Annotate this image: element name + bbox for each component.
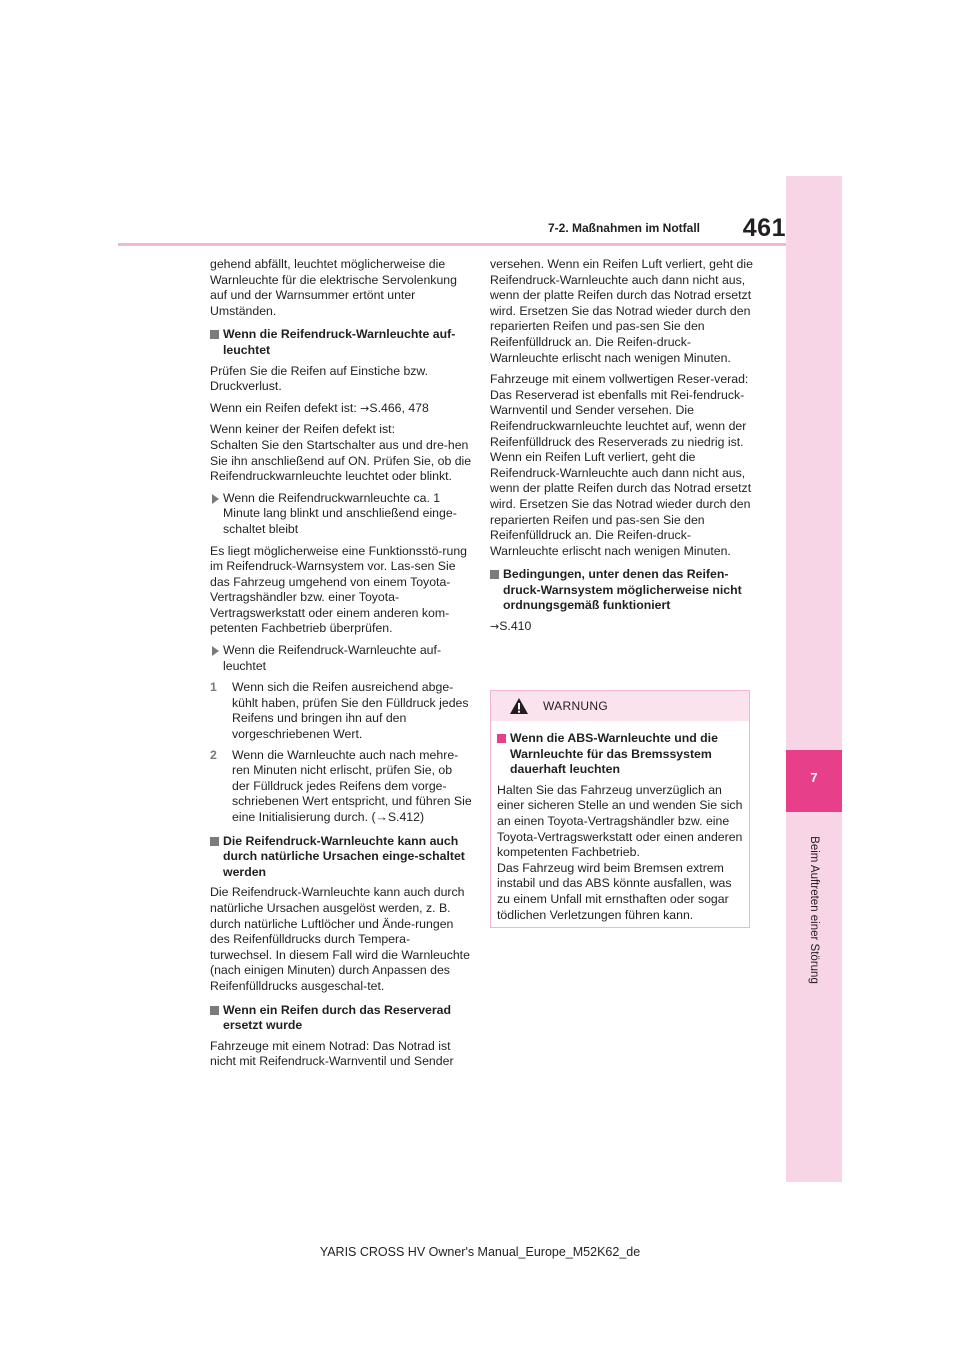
warning-header — [491, 691, 749, 721]
footer-text: YARIS CROSS HV Owner's Manual_Europe_M52K62_de — [319, 1245, 641, 1259]
page-reference-link[interactable]: S.466, 478 — [369, 400, 429, 415]
bullet-text: Wenn die Reifendruckwarnleuchte ca. 1 Minute lang blinkt und anschließend einge-schaltet bleibt — [223, 490, 457, 536]
step-text: Wenn die Warnleuchte auch nach mehre-ren Minuten nicht erlischt, prüfen Sie, ob der Fülldruck jedes Reifens dem vorge-schriebenen Wert entspricht, und führen Sie eine Initialisierung durch. (→S.412) — [232, 747, 472, 824]
right-column — [490, 257, 754, 641]
warning-box — [490, 690, 750, 928]
triangle-bullet-icon — [212, 646, 219, 656]
triangle-bullet-icon — [212, 494, 219, 504]
step-text: Wenn sich die Reifen ausreichend abge-kühlt haben, prüfen Sie den Fülldruck jedes Reifens und bringen ihn auf den vorgeschriebenen Wert. — [232, 680, 469, 742]
square-bullet-icon — [497, 734, 506, 743]
warning-heading — [497, 731, 743, 778]
paragraph-defect-ref — [210, 401, 472, 417]
warning-triangle-icon — [509, 697, 529, 715]
heading-spare-wheel — [210, 1003, 472, 1034]
square-bullet-icon — [210, 1006, 219, 1015]
heading-text: Wenn die Reifendruck-Warnleuchte auf-leuchtet — [223, 327, 456, 357]
square-bullet-icon — [210, 330, 219, 339]
paragraph: Fahrzeuge mit einem vollwertigen Reser-verad: Das Reserverad ist ebenfalls mit Rei-fendruck-Warnventil und Sender versehen. Die Reifendruckwarnleuchte leuchtet auf, wenn der Reifenfülldruck des Reserverads zu niedrig ist. Wenn ein Reifen Luft verliert, geht die Reifendruck-Warnleuchte auch dann nicht aus, wenn der platte Reifen durch das Notrad ersetzt wird. Ersetzen Sie das Notrad wieder durch den reparierten Reifen und pas-sen Sie den Reifenfülldruck an. Die Reifen-druck-Warnleuchte erlischt nach wenigen Minuten. — [490, 372, 752, 558]
square-bullet-icon — [210, 837, 219, 846]
chapter-number: 7 — [810, 770, 818, 785]
intro-paragraph: gehend abfällt, leuchtet möglicherweise die Warnleuchte für die elektrische Servolenkung auf und der Warnsummer ertönt unter Umständen. — [210, 257, 457, 318]
bullet-item — [210, 491, 472, 538]
step-number: 1 — [210, 680, 217, 695]
paragraph: Das Fahrzeug wird beim Bremsen extrem instabil und das ABS könnte ausfallen, was zu einem Unfall mit ernsthaften oder sogar tödlichen Verletzungen führen kann. — [497, 860, 732, 922]
heading-warning-light-on — [210, 327, 472, 358]
paragraph: versehen. Wenn ein Reifen Luft verliert, geht die Reifendruck-Warnleuchte auch dann nicht aus, wenn der platte Reifen durch das Notrad ersetzt wird. Ersetzen Sie das Notrad wieder durch den reparierten Reifen und pas-sen Sie den Reifenfülldruck an. Die Reifen-druck-Warnleuchte erlischt nach wenigen Minuten. — [490, 257, 753, 365]
paragraph: Wenn keiner der Reifen defekt ist: — [210, 422, 396, 437]
side-strip — [786, 176, 842, 1182]
heading-text: Die Reifendruck-Warnleuchte kann auch durch natürliche Ursachen einge-schaltet werden — [223, 833, 465, 879]
text: Wenn ein Reifen defekt ist: — [210, 400, 361, 415]
header-rule — [118, 243, 786, 246]
step-number: 2 — [210, 747, 217, 762]
heading-text: Wenn die ABS-Warnleuchte und die Warnleuchte für das Bremssystem dauerhaft leuchten — [510, 731, 718, 777]
paragraph: Prüfen Sie die Reifen auf Einstiche bzw. Druckverlust. — [210, 363, 429, 394]
step-item — [210, 748, 472, 826]
arrow-right-icon: → — [360, 401, 370, 415]
paragraph: Es liegt möglicherweise eine Funktionsstö-rung im Reifendruck-Warnsystem vor. Las-sen Sie das Fahrzeug umgehend von einem Toyota-Vertragshändler bzw. einer Toyota-Vertragswerkstatt oder einem anderen kom-petenten Fachbetrieb überprüfen. — [210, 543, 467, 636]
chapter-tab[interactable] — [786, 750, 842, 812]
section-title: 7-2. Maßnahmen im Notfall — [547, 221, 700, 235]
page-reference — [490, 619, 754, 635]
square-bullet-icon — [490, 570, 499, 579]
paragraph: Schalten Sie den Startschalter aus und dre-hen Sie ihn anschließend auf ON. Prüfen Sie, ob die Reifendruckwarnleuchte leuchtet oder blinkt. — [210, 437, 472, 484]
paragraph: Halten Sie das Fahrzeug unverzüglich an einer sicheren Stelle an und wenden Sie sich an einen Toyota-Vertragshändler bzw. eine Toyota-Vertragswerkstatt oder einen anderen kompetenten Fachbetrieb. — [497, 782, 743, 860]
arrow-right-icon: → — [490, 620, 500, 634]
chapter-title: Beim Auftreten einer Störung — [808, 836, 820, 984]
heading-natural-causes — [210, 834, 472, 881]
page-reference-link[interactable]: S.410 — [499, 619, 532, 634]
bullet-item — [210, 643, 472, 674]
step-item — [210, 680, 472, 742]
left-column — [210, 257, 472, 1076]
heading-text: Bedingungen, unter denen das Reifen-druck-Warnsystem möglicherweise nicht ordnungsgemäß funktioniert — [503, 567, 742, 613]
paragraph: Fahrzeuge mit einem Notrad: Das Notrad ist nicht mit Reifendruck-Warnventil und Sender — [210, 1038, 454, 1069]
warning-body — [491, 721, 749, 923]
heading-conditions — [490, 567, 754, 614]
bullet-text: Wenn die Reifendruck-Warnleuchte auf-leuchtet — [223, 643, 442, 673]
paragraph: Die Reifendruck-Warnleuchte kann auch durch natürliche Ursachen ausgelöst werden, z. B. durch natürliche Luftlöcher und Ände-rungen des Reifenfülldrucks durch Tempera-turwechsel. In diesem Fall wird die Warnleuchte (nach einigen Minuten) durch Anpassen des Reifenfülldrucks ausgeschal-tet. — [210, 885, 470, 993]
warning-label: WARNUNG — [543, 699, 608, 713]
heading-text: Wenn ein Reifen durch das Reserverad ersetzt wurde — [223, 1002, 452, 1033]
page-number: 461 — [742, 214, 786, 242]
